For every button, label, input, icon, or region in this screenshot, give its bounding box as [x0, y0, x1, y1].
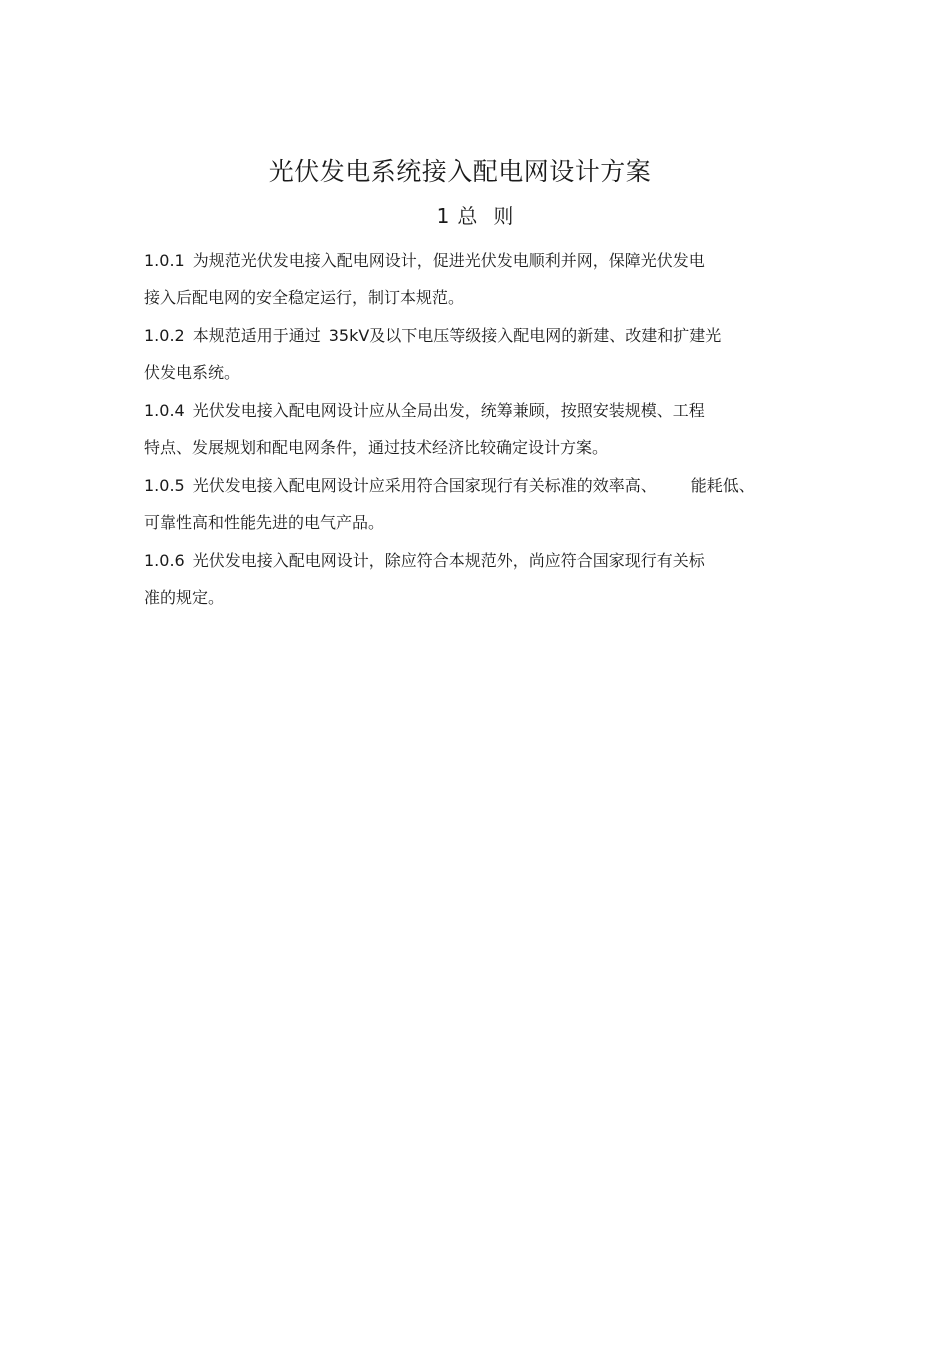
clause-1-0-1 [144, 242, 824, 316]
clause-text: 35kV及以下电压等级接入配电网的新建、改建和扩建光 [328, 326, 722, 345]
clause-line: 准的规定。 [144, 588, 225, 607]
clause-number: 1.0.5 [144, 476, 185, 495]
clause-line [144, 542, 824, 579]
section-heading [0, 202, 950, 230]
clause-number: 1.0.4 [144, 401, 185, 420]
clause-line: 伏发电系统。 [144, 363, 241, 382]
clause-line: 可靠性高和性能先进的电气产品。 [144, 513, 385, 532]
clause-1-0-6 [144, 542, 824, 616]
clause-text: 本规范适用于通过 [192, 326, 321, 345]
clause-text: 光伏发电接入配电网设计应从全局出发，统筹兼顾，按照安装规模、工程 [192, 401, 705, 420]
clause-text: 为规范光伏发电接入配电网设计，促进光伏发电顺利并网，保障光伏发电 [192, 251, 705, 270]
clause-number: 1.0.2 [144, 326, 185, 345]
clause-line: 接入后配电网的安全稳定运行，制订本规范。 [144, 288, 465, 307]
clause-line [144, 392, 824, 429]
clause-number: 1.0.6 [144, 551, 185, 570]
clause-1-0-2 [144, 317, 824, 391]
clause-line [144, 467, 824, 504]
section-title-part1: 总 [457, 204, 478, 228]
clause-line [144, 317, 824, 354]
clause-text: 能耗低、 [690, 476, 755, 495]
clause-number: 1.0.1 [144, 251, 185, 270]
document-title: 光伏发电系统接入配电网设计方案 [268, 156, 652, 186]
section-title-part2: 则 [493, 204, 514, 228]
section-number: 1 [436, 204, 450, 228]
clause-text: 光伏发电接入配电网设计，除应符合本规范外，尚应符合国家现行有关标 [192, 551, 705, 570]
clause-line: 特点、发展规划和配电网条件，通过技术经济比较确定设计方案。 [144, 438, 609, 457]
clause-text: 光伏发电接入配电网设计应采用符合国家现行有关标准的效率高、 [192, 476, 657, 495]
clause-line [144, 242, 824, 279]
clause-1-0-5 [144, 467, 824, 541]
clause-1-0-4 [144, 392, 824, 466]
